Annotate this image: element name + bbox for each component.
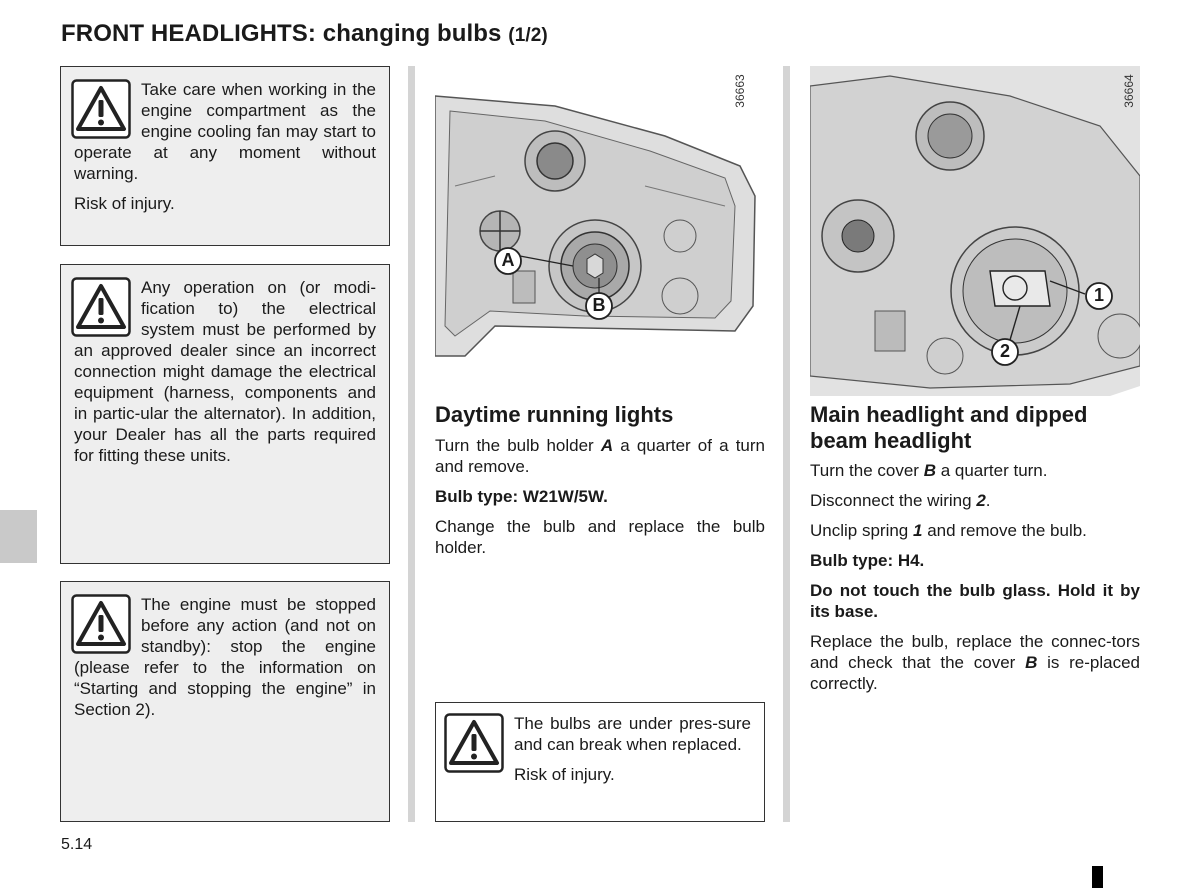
- headlight-rear-drawing: [435, 66, 765, 386]
- bulb-type: Bulb type: W21W/5W.: [435, 487, 608, 506]
- label-1: 1: [1093, 285, 1104, 305]
- page-title-text: FRONT HEADLIGHTS: changing bulbs: [61, 20, 502, 47]
- text: Unclip spring: [810, 521, 913, 540]
- label-2: 2: [999, 341, 1010, 361]
- warning-fan-risk: Risk of injury.: [74, 194, 175, 213]
- heading-main: Main headlight and dipped beam headlight: [810, 402, 1088, 453]
- main-bulb-type: [810, 550, 1140, 571]
- illustration-main-headlight: [810, 66, 1140, 396]
- main-step-3: [810, 520, 1140, 541]
- main-step-1: [810, 460, 1140, 481]
- ref-b: B: [1025, 653, 1038, 672]
- main-step-6: [810, 631, 1140, 694]
- bulb-type: Bulb type: H4.: [810, 551, 925, 570]
- text: and remove the bulb.: [922, 521, 1087, 540]
- text: .: [985, 491, 991, 510]
- illustration-daytime-light: [435, 66, 765, 386]
- text: Turn the bulb holder: [435, 436, 601, 455]
- label-b: B: [592, 295, 606, 315]
- figure-number: 36664: [1122, 74, 1136, 108]
- daytime-text: [435, 435, 765, 567]
- warning-box-fan: [60, 66, 390, 246]
- daytime-bulb-type: [435, 486, 765, 507]
- ref-b: B: [923, 461, 936, 480]
- page-title: [61, 20, 548, 48]
- section-tab: [0, 510, 37, 563]
- ref-a: A: [600, 436, 614, 455]
- glass-note: Do not touch the bulb glass. Hold it by its base.: [810, 581, 1140, 621]
- warning-box-bulbs: [435, 702, 765, 822]
- warning-box-engine: [60, 581, 390, 822]
- text: a quarter of a turn and remove.: [435, 436, 765, 476]
- warning-engine-text: The engine must be stopped before any action (and not on standby): stop the engine (please refer to the information on “Starting and stopping the engine” in Section 2).: [74, 595, 376, 719]
- page-title-suffix: (1/2): [508, 25, 548, 46]
- figure-number: 36663: [733, 74, 747, 108]
- main-glass-note: [810, 580, 1140, 622]
- daytime-step-3: Change the bulb and replace the bulb holder.: [435, 517, 765, 557]
- warning-icon: [71, 277, 131, 337]
- warning-icon: [71, 79, 131, 139]
- column-rule-right: [783, 66, 790, 822]
- headlight-rear-drawing: [810, 66, 1140, 396]
- ref-2: 2: [976, 491, 986, 510]
- daytime-step-1: [435, 435, 765, 477]
- ref-1: 1: [913, 521, 923, 540]
- text: Replace the bulb, replace the connec-tors and check that the cover: [810, 632, 1140, 672]
- warning-icon: [444, 713, 504, 773]
- text: Disconnect the wiring: [810, 491, 977, 510]
- warning-electrical-text: Any operation on (or modi-fication to) the electrical system must be performed by an approved dealer since an incorrect connection might damage the electrical equipment (harness, components and in partic-ular the alternator). In addition, your Dealer has all the parts required for fitting these units.: [74, 278, 376, 465]
- warning-icon: [71, 594, 131, 654]
- label-a: A: [501, 250, 515, 270]
- main-text: [810, 460, 1140, 703]
- text: Turn the cover: [810, 461, 924, 480]
- heading-daytime: Daytime running lights: [435, 402, 674, 427]
- warning-fan-text: Take care when working in the engine compartment as the engine cooling fan may start to operate at any moment without warning.: [74, 80, 376, 183]
- warning-bulbs-risk: Risk of injury.: [514, 765, 615, 784]
- main-step-2: [810, 490, 1140, 511]
- corner-mark: [1092, 866, 1103, 888]
- text: is re-placed correctly.: [810, 653, 1140, 693]
- warning-box-electrical: [60, 264, 390, 564]
- column-rule-left: [408, 66, 415, 822]
- text: a quarter turn.: [935, 461, 1048, 480]
- warning-bulbs-text: The bulbs are under pres-sure and can break when replaced.: [514, 714, 751, 754]
- page-number: 5.14: [61, 836, 93, 853]
